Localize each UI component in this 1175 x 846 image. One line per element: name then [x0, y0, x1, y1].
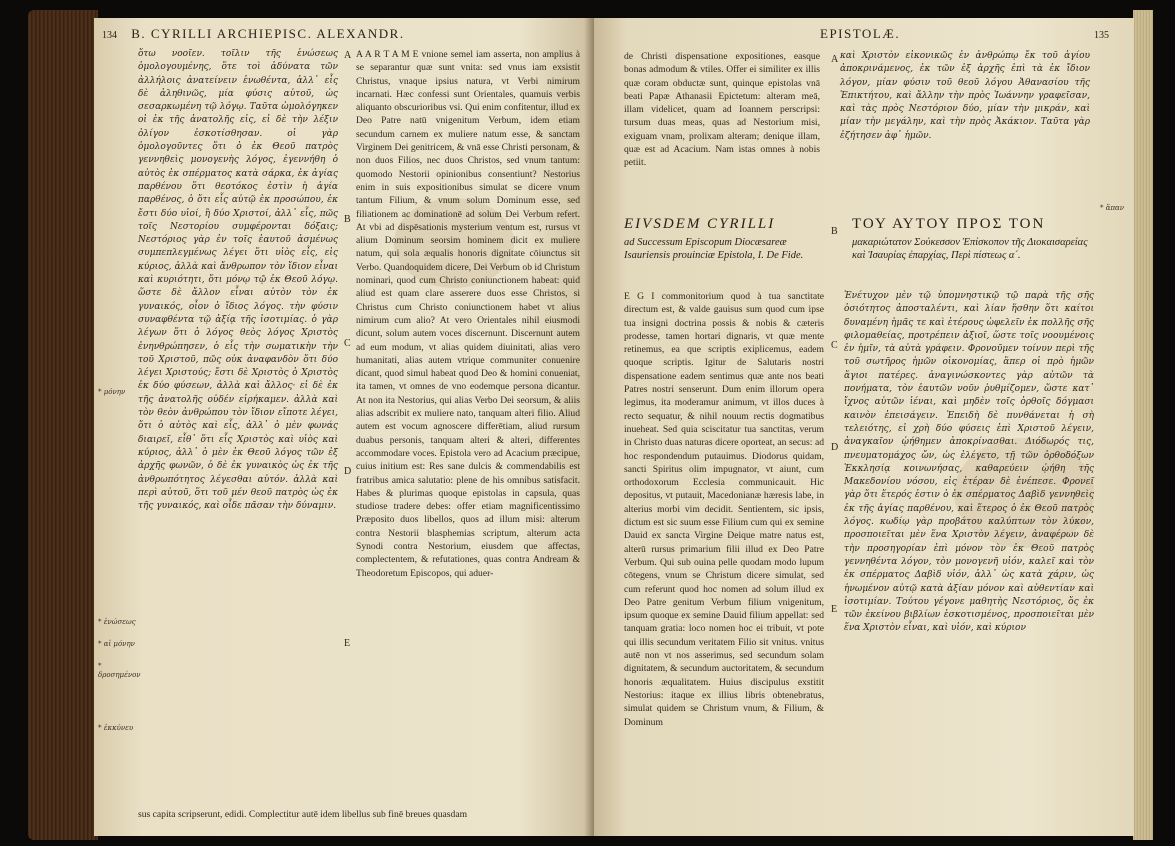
margin-note: * ἐκκύνευ [98, 724, 134, 732]
letter-title-latin: EIVSDEM CYRILLI [624, 216, 776, 232]
right-top-latin: de Christi dispensatione expositiones, easque bonas admodum & vtiles. Offer ei similiter ex illis quæ coram obductæ sunt, quinque epistolas vnā beati Papæ Athanasii Epictetum: alteram meā, illam videlicet, quam ad Ioannem perscripsi: tursum duas meas, quas ad Nestorium misi, exiguam vnam, prolixam alteram; denique illam, quæ est ad Acacium. Nam istas omnes à nobis petiit. [624, 51, 820, 169]
left-latin-column: A A R T A M E vnione semel iam asserta, non amplius à se separantur quæ sunt vnita: sed vnus iam exsistit Christus, vnaque ipsius natura, vt Verbi nimirum incarnati. Hæc confessi sunt Orientales, quamuis verbis aliquanto obscurioribus vsi. Qui enim confitentur, illud ex Deo Patre natū vnigenitum Verbum, idem etiam secundum carnem ex muliere natum esse, & sanctam Virginem Dei genitricem, & vnā esse Christi personam, & non duos Filios, nec duos Christos, sed vnum tantum: quomodo Nestorii opinionibus consentiunt? Nestorius enim in suis expositionibus simulat se dicere vnum tantum Filium, & vnum solum Dominum esse, sed filiationem ac dominationē ad solum Dei Verbum refert. At vbi ad dispēsationis mysterium ventum est, rursus vt alium Dominum seorsim hominem dicit ex muliere natum, qui sola æqualis honoris dignitate cōiunctus sit Verbo. Quandoquidem dicere, Dei Verbum ob id Christum nominari, quod cum Christo coniunctionem habeat: quid aliud est quam clare asserere duos esse Christos, si Christus cum Christo coniunctionem habet vt alius nimirum cum alio? At vero Orientales nihil eiusmodi dicunt, solum autem voces discernunt. Discernunt autem ad eum modum, vt alias quidem diuinitati, alias vero humanitati, alias autem vtrique communiter conuenire dicant, quod simul habeat quod Deo & homini conueniat, ita tamen, vt omnes de vno eodemque persona dicantur. At non ita Nestorius, qui alias Verbo Dei seorsum, & aliis alias adscribit ex muliere nato, tanquam alteri filio. Aliud autem est vocum agnoscere differētiam, aliud rursum duabus personis, tanquam alteri & alteri, differentes accommodare voces. Epistola vero ad Acacium præcipue, cuius initium est: Res sane dulcis & commendabilis est fratribus amica salutatio: plene de his omnibus satisfacit. Habes & plurimas quoque epistolas in capsula, quas studiose tradere debes: offer etiam magnificentissimo Præposito duos libellos, quos ad illum misi: alterum contra Nestorii blasphemias scriptum, alterum acta Synodi contra Nestorium, eiusdem que affectas, complectentem, & refutationes, quas contra Andream & Theodoretum Episcopos, qui aduer- [356, 49, 580, 579]
left-folio: 134 [102, 30, 117, 41]
section-letter: B [344, 214, 351, 225]
right-folio-wrap [1094, 26, 1109, 42]
section-letter: B [831, 226, 838, 237]
section-letter: A [831, 54, 839, 65]
letter-subtitle-greek: μακαριώτατον Σούκεσσον Ἐπίσκοπον τῆς Διοκαισαρείας καὶ Ἰσαυρίας ἐπαρχίας, Περὶ πίστεως α´. [852, 237, 1088, 261]
margin-note: * αἱ μόνην [98, 640, 135, 648]
right-page [594, 18, 1134, 836]
margin-note: * ἅπαν [1100, 204, 1125, 212]
book-edge-left [28, 10, 98, 840]
right-folio: 135 [1094, 30, 1109, 41]
section-letter: C [344, 338, 351, 349]
section-letter: A [344, 50, 352, 61]
book-edge-right [1133, 10, 1153, 840]
section-letter: C [831, 340, 838, 351]
left-greek-column: ὅτω νοοῖεν. τοῖλιν τῆς ἑνώσεως ὁμολογουμένης, ὅτε τοὶ ἀδύνατα τῶν ἀλλήλοις ἀνατείνειν ἑνωθέντα, ἀλλ᾽ εἷς δὲ ἀληθινῶς, μία φύσις αὐτοῦ, ὡς σεσαρκωμένη τῷ λόγῳ. Ταῦτα ὡμολόγηκεν οἱ ἐκ τῆς ἀνατολῆς εἰς, εἰ δὲ τὴν λέξιν ὀλίγον ἐσκοτίσθησαν. οἱ γὰρ ὁμολογοῦντες ὅτι ὁ ἐκ Θεοῦ πατρὸς γεννηθεὶς μονογενὴς λόγος, ἐγεννήθη ὁ αὐτὸς ἐκ σπέρματος κατὰ σάρκα, ἐκ ἀγίας παρθένου ὅτι θεοτόκος ἐστὶν ἡ ἁγία παρθένος, ὁ ὅτι εἷς αὐτῷ ἐκ προσώπου, ἐκ ἔστι δύο υἱοί, ἢ δύο Χριστοί, ἀλλ᾽ εἷς, πῶς τοῖς Νεστορίου συμφέρονται δόξαις; Νεστόριος γὰρ ἐν τοῖς ἑαυτοῦ ἀσμένως συμπεπλεγμένως λέγει ὅτι υἱὸς εἷς, εἰς κύριος, ἀλλὰ καὶ ἄνθρωπον τὸν ἴδιον εἶναι καὶ κυριότητι, ὅτι μόνῳ τῷ ἐκ Θεοῦ λόγῳ. ὥστε δὲ ἄλλον εἶναι αὐτὸν τὸν ἐκ γυναικός, οἷον ὁ ἴδιος λόγος. τὴν φύσιν συναφθέντα τῷ ἀξίᾳ τῆς ἰσοτιμίας. ὁ γὰρ λέγων ὅτι ὁ λόγος θεὸς λόγος Χριστὸς ἐνηνθρώπησεν, ὁ εἷς τὴν σωματικὴν τὴν τοῦ Χριστοῦ, πῶς οὐκ ἀναφανδὸν ὅτι δύο λέγει Χριστούς; ἔστι δὲ Χριστὸς ὁ Χριστὸς ἐκ δύο φύσεων, ἀλλὰ καὶ ἄλλος· εἰ δὲ ἐκ τῆς ἀνατολῆς οὐδέν εἰρήκαμεν. ἀλλὰ καὶ τὸν θεὸν ἀνθρώπου τὸν ἴδιον εἴποτε λέγει, ὅτι ὁ αὐτὸς καὶ εἷς, ἀλλ᾽ ὁ μὲν φωνάς διαιρεῖ, εἶθ᾽ ὅτι εἷς Χριστὸς καὶ υἱὸς καὶ κύριος, ἀλλ᾽ ὁ μὲν ἐκ Θεοῦ λόγος τῶν ἐξ ἀρχῆς φωνῶν, ὁ δὲ ἐκ γυναικὸς ὡς ἐκ τῆς ἀνθρωπότητος λέγεσθαι αὐτόν. ἀλλὰ καὶ περὶ αὐτοῦ, ὅτι τοῦ μέν θεοῦ πατρὸς ὡς ἐκ τῆς γυναικός, καὶ οἶδε πᾶσαν τὴν δύναμιν. [138, 49, 338, 512]
section-letter: D [831, 442, 839, 453]
section-letter: E [831, 604, 838, 615]
margin-note: * δροσημένον [98, 662, 141, 679]
margin-note: * μόνην [98, 388, 126, 396]
left-bottom-line: sus capita scripserunt, edidi. Complectitur autē idem libellus sub finē breues quasdam [138, 809, 468, 820]
section-letter: E [344, 638, 351, 649]
right-latin-body: E G I commonitorium quod à tua sanctitate directum est, & valde gauisus sum quod cum ipse tua insigni doctrina possis & nobis & cæteris prodesse, tamen hortari dignaris, vt quæ mente retinemus, ea que scriptis exiplicemus, eadem quoque scriptis. Igitur de Salutaris nostri dispensatione eadem sentimus quæ ante nos beati Patres nostri senserunt. Dum enim illorum opera legimus, ita moderamur animum, vt illos duces à recto sequatur, & nihil nouum rectis dogmatibus inueheat. Sed quia sciscitatur tua sanctitas, verum in Christo duas naturas dicere oporteat, an secus: ad hoc respondendum putauimus. Diodorus quidam, sancti Spiritus olim impugnator, vt aiunt, cum orthodoxorum Ecclesia communicauit. Hic depositus, vt putauit, Macedonianæ hæresis labe, in alterius morbi vim decidit. Sentientem, sic ipsis, dictum est sic suum esse Filium cum qui ex semine Dauid ex sancta Virgine Deique matre natus est, alterū rursus primarium filii illud ex Deo Patre Verbum. Qui sub ouina pelle quodam modo lupum cōtegens, vnum se Christum dicere simulat, sed cum referunt quod hoc nomen ad solum illud ex Deo Patre genitum Verbum filium vnigenitum, ipsum quoque ex semine Dauid filium appellat: sed tanquam gratia: loco nomen hoc ei tribuit, vt pote qui illis secundum veritatem Filio sit vnitus. vnitus autē non vt nos asserimus, sed secundum solam dignitatem, & secundum auctoritatem, & secundum honoris æqualitatem. Huius discipulus exstitit Nestorius: itaque ex illius libris obtenebratus, simulat quidem se Christum vnum, & Filium, & Dominum [624, 291, 824, 728]
left-running-title: B. CYRILLI ARCHIEPISC. ALEXANDR. [131, 26, 405, 41]
right-top-greek: καὶ Χριστὸν εἰκονικῶς ἐν ἀνθρώπῳ ἔκ τοῦ ἁγίου ἀποκρινάμενος, ἐκ τῶν ἐξ ἀρχῆς ἐπὶ τὰ ἐκ ἴδιον λόγον, μίαν φύσιν τοῦ θεοῦ λόγου Ἀθανασίου τῆς Ἐπικτήτου, καὶ ἄλλην τὴν πρὸς Ἰωάννην γραφεῖσαν, καὶ τὰς πρὸς Νεστόριον δύο, μίαν τὴν μικράν, καὶ μίαν τὴν μεγάλην, καὶ τὴν πρὸς Ἀκάκιον. Ταῦτα γὰρ ἐζήτησεν ἀφ᾽ ἡμῶν. [840, 51, 1090, 141]
left-page [94, 18, 594, 836]
section-letter: D [344, 466, 352, 477]
open-book [28, 10, 1153, 840]
letter-subtitle-latin: ad Successum Episcopum Diocæsareæ Isauriensis prouinciæ Epistola, I. De Fide. [624, 237, 804, 261]
margin-note: * ἐνώσεως [98, 618, 136, 626]
right-running-title: EPISTOLÆ. [820, 26, 901, 41]
right-greek-body: Ἐνέτυχον μὲν τῷ ὑπομνηστικῷ τῷ παρὰ τῆς σῆς ὁσιότητος ἀποσταλέντι, καὶ λίαν ἥσθην ὅτι καίτοι δυναμένη ἡμᾶς τε καὶ ἑτέρους ὠφελεῖν ἐκ πολλῆς σῆς φιλομαθείας, προτρέπειν ἀξιοῖ, ὥστε τοῖς νοουμένοις ἐν ἡμῖν, τὰ αὐτὰ γράφειν. Φρονοῦμεν τοίνυν περὶ τῆς τοῦ σωτῆρος ἡμῶν οἰκονομίας, ἅπερ οἱ πρὸ ἡμῶν ἅγιοι πατέρες. ἀναγινώσκοντες γὰρ αὐτῶν τὰ πονήματα, τὸν ἑαυτῶν νοῦν ῥυθμίζομεν, ὥστε κατ᾽ ἴχνος αὐτῶν ἰέναι, καὶ μηδὲν τοῖς ὀρθοῖς δόγμασι καινὸν ἐπεισάγειν. Ἐπειδὴ δὲ πυνθάνεται ἡ σὴ τελειότης, εἰ χρὴ δύο φύσεις ἐπὶ Χριστοῦ λέγειν, ἀναγκαῖον ᾠήθημεν ἀποκρίνασθαι. Διόδωρός τις, πνευματομάχος ὤν, ὡς ἐλέγετο, τῇ τῶν ὀρθοδόξων Ἐκκλησίᾳ κοινωνήσας, καθαρεύειν ᾠήθη τῆς Μακεδονίου νόσου, εἰς ἑτέραν δὲ ἐνέπεσε. Φρονεῖ γὰρ ὅτι ἕτερός ἐστιν ὁ ἐκ σπέρματος Δαβὶδ γεννηθεὶς ἐκ τῆς ἁγίας παρθένου, καὶ ἕτερος ὁ ἐκ Θεοῦ πατρὸς λόγος. κωδίῳ γὰρ προβάτου καλύπτων τὸν λύκον, προσποιεῖται μὲν ἕνα Χριστὸν λέγειν, ἀναφέρων δὲ τὴν προσηγορίαν ἐπὶ μόνον τὸν ἐκ Θεοῦ πατρὸς γεννηθέντα λόγον, τὸν μονογενῆ υἱόν, καλεῖ καὶ τὸν ἐκ σπέρματος Δαβὶδ υἱόν, ἀλλ᾽ ὡς κατὰ χάριν, ὡς ἡνωμένον αὐτῷ κατὰ ἀξίαν μόνον καὶ αὐθεντίαν καὶ ἰσοτιμίαν. Τούτου γέγονε μαθητὴς Νεστόριος, ὅς ἐκ τῶν ἐκείνου βιβλίων ἐσκοτισμένος, προσποιεῖται μὲν ἕνα Χριστὸν εἶναι, καὶ υἱόν, καὶ κύριον [844, 291, 1094, 634]
letter-title-greek: ΤΟΥ ΑΥΤΟΥ ΠΡΟΣ ΤΟΝ [852, 216, 1046, 232]
left-running-head [102, 26, 405, 42]
